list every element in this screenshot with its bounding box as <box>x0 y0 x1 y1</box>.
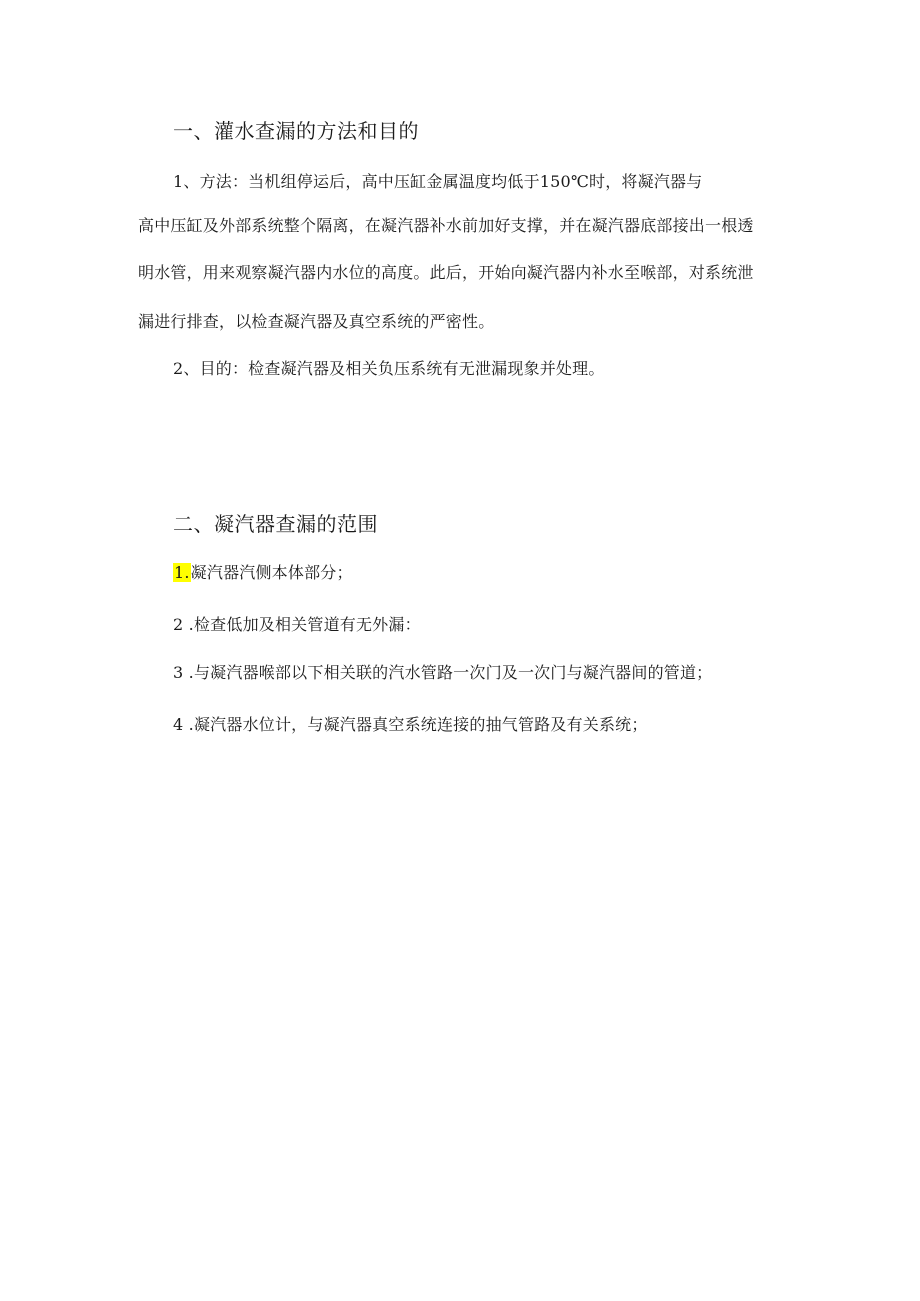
section2-heading: 二、凝汽器查漏的范围 <box>173 512 378 536</box>
item-text: .检查低加及相关管道有无外漏： <box>183 615 421 634</box>
item-number: 2 <box>173 615 184 634</box>
method-line-1: 1、方法：当机组停运后，高中压缸金属温度均低于150℃时，将凝汽器与 <box>173 172 703 191</box>
item-number-highlighted: 1. <box>174 563 190 582</box>
purpose-line: 2、目的：检查凝汽器及相关负压系统有无泄漏现象并处理。 <box>173 359 605 378</box>
list-item <box>173 715 648 735</box>
item-number: 4 <box>173 715 184 734</box>
list-item <box>173 615 421 635</box>
method-line-3: 明水管，用来观察凝汽器内水位的高度。此后，开始向凝汽器内补水至喉部，对系统泄 <box>138 263 754 282</box>
item-text: 凝汽器汽侧本体部分； <box>190 563 353 582</box>
list-item <box>173 563 353 583</box>
list-item <box>173 663 712 683</box>
method-line-4: 漏进行排查，以检查凝汽器及真空系统的严密性。 <box>138 312 495 331</box>
item-number: 3 <box>173 663 184 682</box>
item-text: .与凝汽器喉部以下相关联的汽水管路一次门及一次门与凝汽器间的管道； <box>183 663 713 682</box>
section1-heading: 一、灌水查漏的方法和目的 <box>173 119 419 143</box>
item-text: .凝汽器水位计，与凝汽器真空系统连接的抽气管路及有关系统； <box>183 715 648 734</box>
method-line-2: 高中压缸及外部系统整个隔离，在凝汽器补水前加好支撑，并在凝汽器底部接出一根透 <box>138 216 754 235</box>
